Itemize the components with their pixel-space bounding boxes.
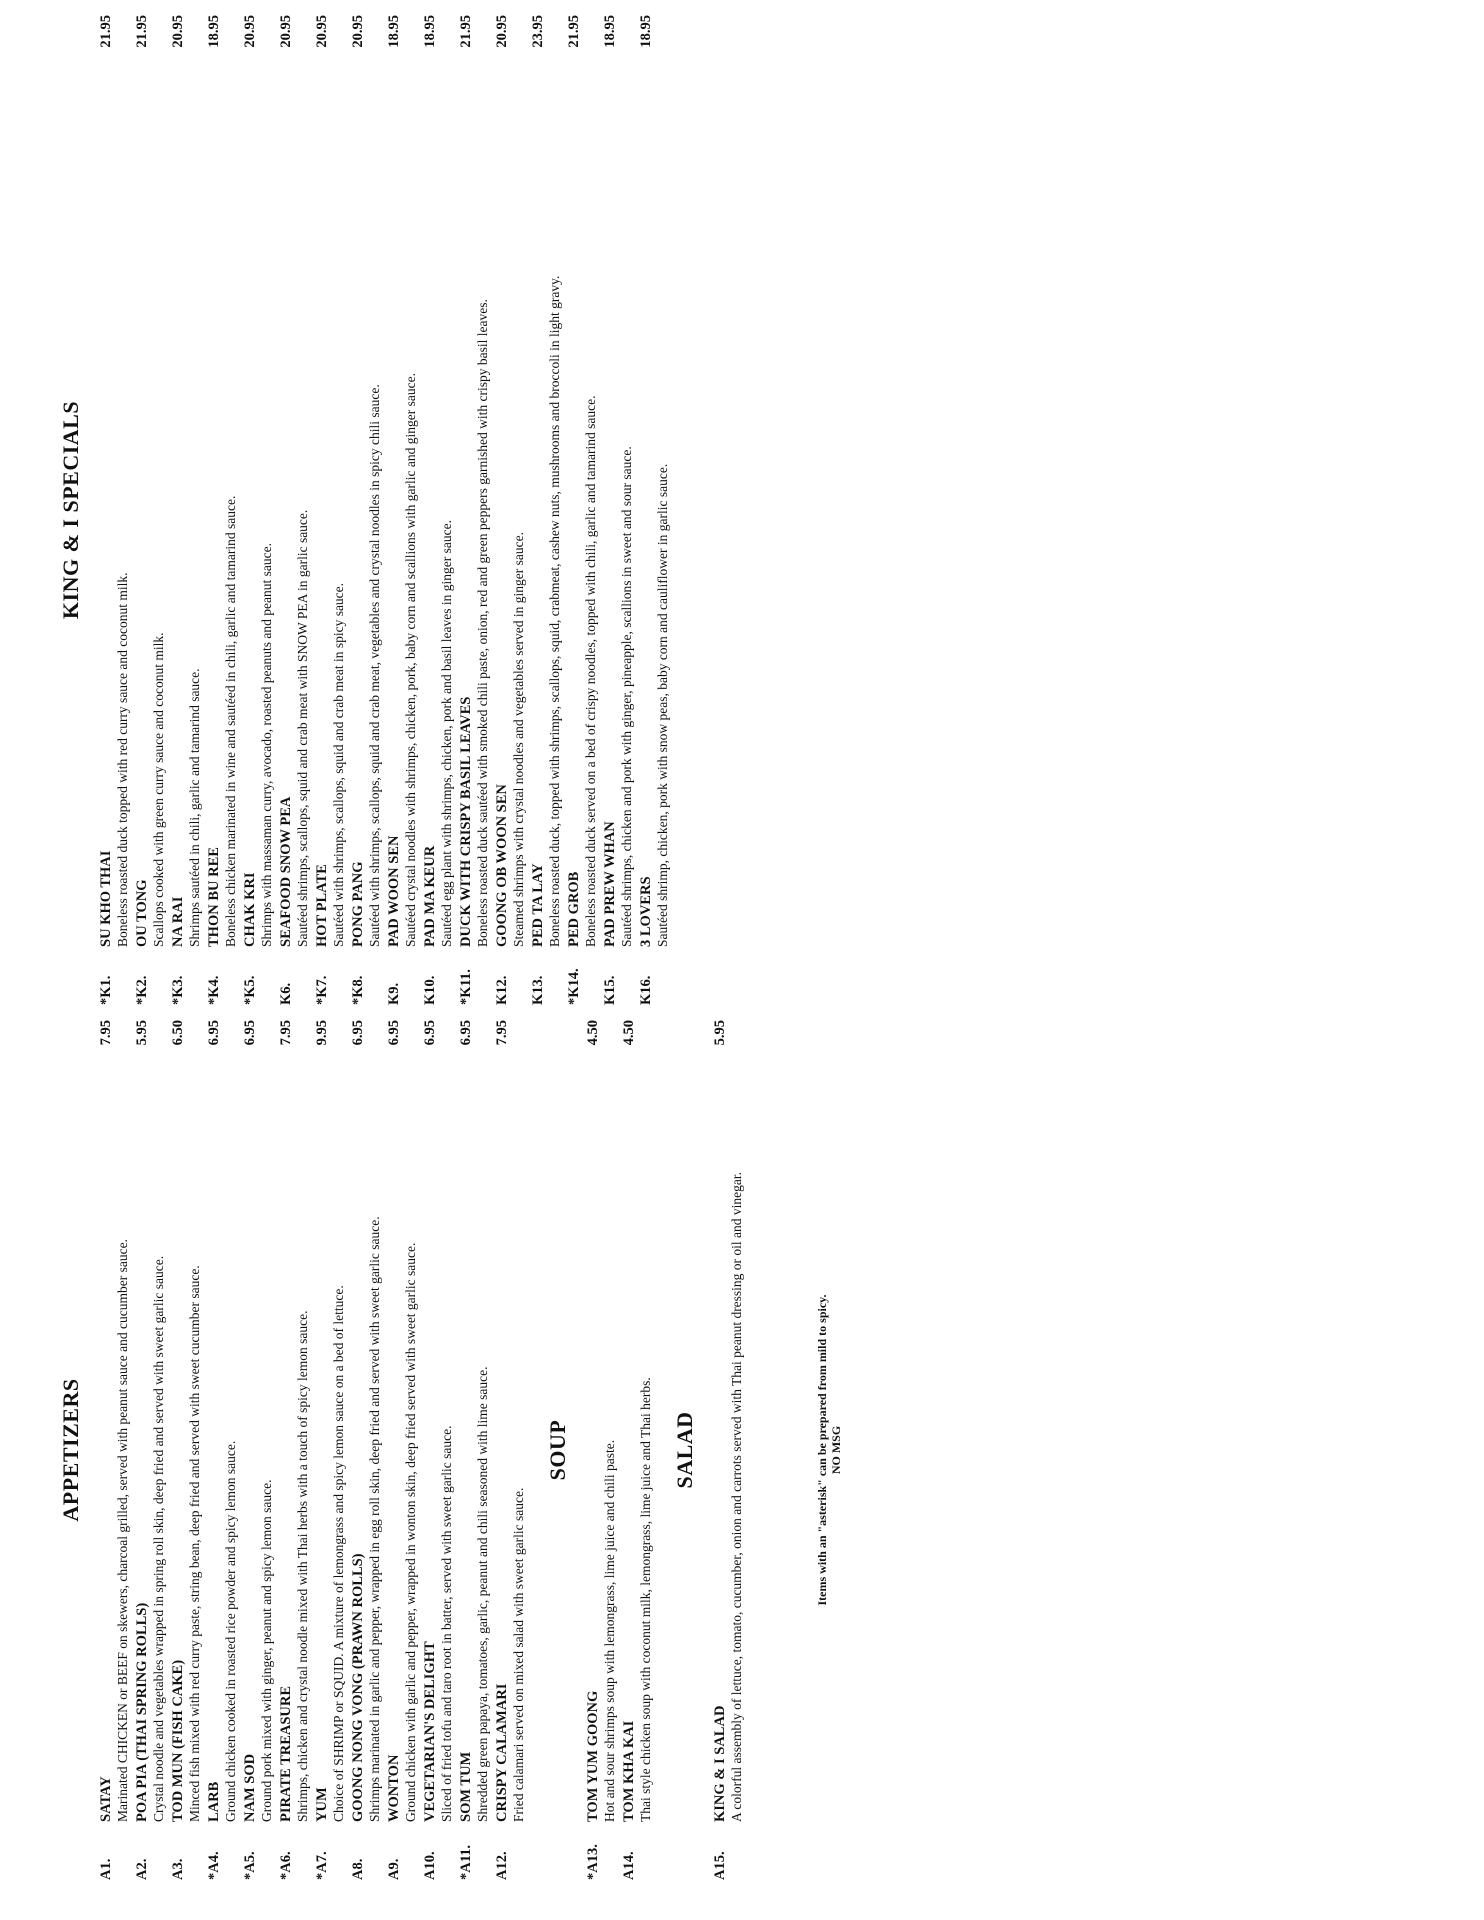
specials-column [40,15,674,1005]
item-price: 4.50 [585,1020,601,1046]
item-description: Sautéed shrimp, chicken, pork with snow peas, baby corn and cauliflower in garlic sauce. [655,463,670,947]
menu-item [278,15,311,1005]
item-code: *K2. [134,975,150,1005]
item-body [530,77,563,947]
item-name: PED GROB [566,871,582,947]
item-code: *K3. [170,975,186,1005]
item-description: Sautéed egg plant with shrimps, chicken, pork and basil leaves in ginger sauce. [439,519,454,947]
item-code: *A4. [206,1851,222,1880]
item-code: *A5. [242,1851,258,1880]
item-code: K12. [494,975,510,1005]
item-description: Ground chicken cooked in roasted rice powder and spicy lemon sauce. [223,1440,238,1822]
item-body [314,1082,347,1822]
item-body [386,77,419,947]
item-price: 4.50 [621,1020,637,1046]
item-description: A colorful assembly of lettuce, tomato, cucumber, onion and carrots served with Thai peanut dressing or oil and vinegar. [729,1171,744,1822]
menu-item [638,15,671,1005]
item-body [170,1082,203,1822]
item-price: 7.95 [278,1020,294,1046]
item-price: 21.95 [134,15,150,48]
item-name: TOM YUM GOONG [585,1690,601,1822]
item-price: 21.95 [458,15,474,48]
item-price: 7.95 [494,1020,510,1046]
item-body [242,1082,275,1822]
item-name: THON BU REE [206,847,222,947]
spice-note-line1: Items with an "asterisk" can be prepared from mild to spicy. [815,1294,829,1606]
item-body [314,77,347,947]
item-description: Shrimps sautéed in chili, garlic and tamarind sauce. [187,668,202,947]
item-code: *K8. [350,975,366,1005]
menu-item [621,1020,654,1880]
item-description: Marinated CHICKEN or BEEF on skewers, charcoal grilled, served with peanut sauce and cucumber sauce. [115,1239,130,1822]
item-code: A2. [134,1858,150,1880]
menu-item [530,15,563,1005]
item-description: Choice of SHRIMP or SQUID. A mixture of lemongrass and spicy lemon sauce on a bed of lettuce. [331,1285,346,1822]
item-name: SEAFOOD SNOW PEA [278,796,294,947]
item-description: Sautéed shrimps, scallops, squid and crab meat with SNOW PEA in garlic sauce. [295,509,310,947]
soup-list [585,1020,654,1880]
item-code: *A6. [278,1851,294,1880]
item-description: Ground pork mixed with ginger, peanut and spicy lemon sauce. [259,1479,274,1822]
item-name: 3 LOVERS [638,876,654,947]
item-price: 18.95 [386,15,402,48]
item-name: SU KHO THAI [98,850,114,947]
item-description: Sautéed with shrimps, scallops, squid and crab meat in spicy sauce. [331,582,346,947]
item-name: LARB [206,1781,222,1822]
item-price: 6.95 [422,1020,438,1046]
menu-item [98,15,131,1005]
item-price: 20.95 [350,15,366,48]
item-body [458,77,491,947]
item-code: *K4. [206,975,222,1005]
item-name: NAM SOD [242,1753,258,1822]
item-body [621,1082,654,1822]
item-name: TOD MUN (FISH CAKE) [170,1659,186,1822]
menu-item [314,1020,347,1880]
item-code: A15. [712,1851,728,1880]
menu-item [170,15,203,1005]
menu-item [386,15,419,1005]
item-description: Sliced of fried tofu and taro root in batter, served with sweet garlic sauce. [439,1425,454,1822]
item-name: CRISPY CALAMARI [494,1683,510,1822]
item-body [206,1082,239,1822]
menu-item [712,1020,745,1880]
item-name: KING & I SALAD [712,1705,728,1822]
soup-title: SOUP [545,1419,570,1481]
item-code: *A13. [585,1844,601,1880]
item-code: K15. [602,975,618,1005]
item-body [350,1082,383,1822]
item-description: Ground chicken with garlic and pepper, wrapped in wonton skin, deep fried served with sweet garlic sauce. [403,1242,418,1822]
item-description: Boneless roasted duck served on a bed of crispy noodles, topped with chili, garlic and tamarind sauce. [583,395,598,947]
item-price: 20.95 [242,15,258,48]
item-price: 6.95 [242,1020,258,1046]
item-body [98,77,131,947]
item-description: Fried calamari served on mixed salad with sweet garlic sauce. [511,1487,526,1822]
item-name: CHAK KRI [242,872,258,947]
specials-list [98,15,671,1005]
item-body [602,77,635,947]
menu-item [350,15,383,1005]
item-code: A12. [494,1851,510,1880]
item-name: NA RAI [170,896,186,947]
item-code: *K11. [458,969,474,1005]
item-body [422,1082,455,1822]
item-description: Boneless chicken marinated in wine and sautéed in chili, garlic and tamarind sauce. [223,495,238,947]
item-code: *K1. [98,975,114,1005]
item-price: 21.95 [566,15,582,48]
item-body [350,77,383,947]
item-description: Shrimps with massaman curry, avocado, roasted peanuts and peanut sauce. [259,542,274,947]
item-name: VEGETARIAN'S DELIGHT [422,1641,438,1822]
item-price: 21.95 [98,15,114,48]
menu-item [350,1020,383,1880]
item-code: A14. [621,1851,637,1880]
spice-note [815,1020,843,1880]
menu-item [458,1020,491,1880]
item-description: Steamed shrimps with crystal noodles and vegetables served in ginger sauce. [511,531,526,947]
item-body [206,77,239,947]
menu-item [278,1020,311,1880]
menu-item [494,15,527,1005]
item-description: Sautéed crystal noodles with shrimps, chicken, pork, baby corn and scallions with garlic and ginger sauce. [403,373,418,947]
item-name: PED TA LAY [530,863,546,947]
item-price: 9.95 [314,1020,330,1046]
item-body [386,1082,419,1822]
specials-title: KING & I SPECIALS [58,400,83,620]
item-body [494,77,527,947]
item-name: PIRATE TREASURE [278,1685,294,1822]
menu-item [134,1020,167,1880]
item-code: *A11. [458,1844,474,1880]
item-body [494,1082,527,1822]
item-name: PAD PREW WHAN [602,821,618,947]
item-price: 6.95 [206,1020,222,1046]
item-code: A10. [422,1851,438,1880]
item-price: 7.95 [98,1020,114,1046]
item-description: Shrimps marinated in garlic and pepper, wrapped in egg roll skin, deep fried and served with sweet garlic sauce. [367,1216,382,1822]
item-price: 6.50 [170,1020,186,1046]
menu-item [602,15,635,1005]
item-body [422,77,455,947]
item-code: *A7. [314,1851,330,1880]
item-price: 18.95 [422,15,438,48]
item-description: Thai style chicken soup with coconut milk, lemongrass, lime juice and Thai herbs. [638,1377,653,1822]
item-body [134,77,167,947]
item-body [585,1082,618,1822]
item-name: HOT PLATE [314,864,330,947]
item-code: K6. [278,982,294,1005]
item-name: PAD WOON SEN [386,835,402,947]
item-price: 18.95 [638,15,654,48]
item-price: 6.95 [350,1020,366,1046]
salad-title: SALAD [672,1411,697,1489]
item-code: K13. [530,975,546,1005]
item-code: A8. [350,1858,366,1880]
item-body [278,1082,311,1822]
item-description: Shredded green papaya, tomatoes, garlic, peanut and chili seasoned with lime sauce. [475,1366,490,1822]
menu-item [566,15,599,1005]
item-body [134,1082,167,1822]
item-name: SATAY [98,1776,114,1822]
item-body [458,1082,491,1822]
item-body [712,1082,745,1822]
item-code: K16. [638,975,654,1005]
item-description: Boneless roasted duck topped with red curry sauce and coconut milk. [115,572,130,947]
item-body [98,1082,131,1822]
menu-item [314,15,347,1005]
menu-item [134,15,167,1005]
item-code: K10. [422,975,438,1005]
item-description: Boneless roasted duck sautéed with smoked chili paste, onion, red and green peppers garnished with crispy basil leaves. [475,299,490,947]
item-name: GOONG OB WOON SEN [494,784,510,947]
item-body [638,77,671,947]
item-description: Sautéed shrimps, chicken and pork with ginger, pineapple, scallions in sweet and sour sauce. [619,446,634,947]
item-code: A3. [170,1858,186,1880]
item-price: 6.95 [458,1020,474,1046]
item-code: A9. [386,1858,402,1880]
item-price: 20.95 [314,15,330,48]
left-column [40,1020,843,1880]
item-name: GOONG NONG VONG (PRAWN ROLLS) [350,1553,366,1822]
item-name: WONTON [386,1754,402,1822]
menu-item [206,1020,239,1880]
item-price: 5.95 [712,1020,728,1046]
item-body [278,77,311,947]
item-name: OU TONG [134,879,150,947]
menu-item [386,1020,419,1880]
item-name: POA PIA (THAI SPRING ROLLS) [134,1602,150,1822]
item-price: 23.95 [530,15,546,48]
appetizers-list [98,1020,527,1880]
item-name: YUM [314,1787,330,1822]
item-body [170,77,203,947]
item-description: Crystal noodle and vegetables wrapped in spring roll skin, deep fried and served with sweet garlic sauce. [151,1255,166,1822]
item-name: SOM TUM [458,1751,474,1822]
item-name: DUCK WITH CRISPY BASIL LEAVES [458,696,474,947]
item-price: 20.95 [278,15,294,48]
no-msg-note: NO MSG [829,1425,843,1475]
item-name: TOM KHA KAI [621,1720,637,1822]
menu-item [585,1020,618,1880]
menu-item [458,15,491,1005]
item-body [566,77,599,947]
item-description: Boneless roasted duck, topped with shrimps, scallops, squid, crabmeat, cashew nuts, mushrooms and broccoli in light gravy. [547,275,562,947]
menu-item [242,1020,275,1880]
item-price: 20.95 [494,15,510,48]
menu-item [206,15,239,1005]
item-name: PONG PANG [350,861,366,947]
item-description: Hot and sour shrimps soup with lemongrass, lime juice and chili paste. [602,1439,617,1822]
item-description: Shrimps, chicken and crystal noodle mixed with Thai herbs with a touch of spicy lemon sauce. [295,1310,310,1822]
item-code: *K5. [242,975,258,1005]
menu-item [422,1020,455,1880]
item-price: 6.95 [386,1020,402,1046]
item-description: Minced fish mixed with red curry paste, string bean, deep fried and served with sweet cucumber sauce. [187,1265,202,1822]
item-code: A1. [98,1858,114,1880]
item-price: 5.95 [134,1020,150,1046]
menu-item [422,15,455,1005]
menu-item [494,1020,527,1880]
menu-item [242,15,275,1005]
item-price: 18.95 [602,15,618,48]
item-description: Sautéed with shrimps, scallops, squid and crab meat, vegetables and crystal noodles in spicy chili sauce. [367,384,382,947]
salad-list [712,1020,745,1880]
item-code: *K7. [314,975,330,1005]
menu-item [98,1020,131,1880]
item-name: PAD MA KEUR [422,845,438,947]
item-description: Scallops cooked with green curry sauce and coconut milk. [151,632,166,947]
item-body [242,77,275,947]
item-price: 18.95 [206,15,222,48]
item-code: *K14. [566,968,582,1005]
item-price: 20.95 [170,15,186,48]
menu-item [170,1020,203,1880]
item-code: K9. [386,982,402,1005]
appetizers-title: APPETIZERS [58,1378,83,1522]
